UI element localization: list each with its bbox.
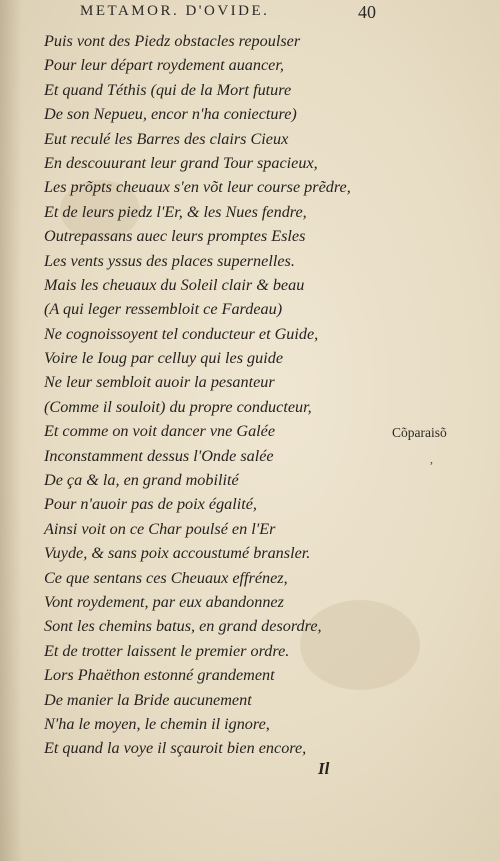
catchword: Il: [318, 759, 330, 778]
verse-block: [44, 29, 351, 761]
page-number: 40: [358, 2, 376, 22]
verse-line: De ça & la, en grand mobilité: [44, 471, 239, 490]
marginal-note: Cõparaisõ: [392, 425, 447, 440]
verse-line: Les prõpts cheuaux s'en võt leur course prẽdre,: [44, 178, 351, 197]
verse-line: Inconstamment dessus l'Onde salée: [44, 446, 274, 465]
verse-line: Outrepassans auec leurs promptes Esles: [44, 227, 306, 246]
verse-line: Et comme on voit dancer vne Galée: [44, 422, 276, 441]
running-title: METAMOR. D'OVIDE.: [80, 3, 270, 19]
verse-line: Lors Phaëthon estonné grandement: [44, 666, 275, 685]
verse-line: Sont les chemins batus, en grand desordre,: [44, 617, 322, 636]
gutter-shadow: [0, 0, 22, 861]
verse-line: En descouurant leur grand Tour spacieux,: [44, 153, 318, 172]
verse-line: Eut reculé les Barres des clairs Cieux: [44, 129, 289, 148]
verse-line: De manier la Bride aucunement: [44, 690, 252, 709]
verse-line: Ne cognoissoyent tel conducteur et Guide,: [44, 324, 319, 343]
verse-line: Et de trotter laissent le premier ordre.: [44, 641, 290, 660]
marginal-mark: ,: [430, 452, 433, 466]
verse-line: Les vents yssus des places supernelles.: [44, 251, 295, 270]
verse-line: N'ha le moyen, le chemin il ignore,: [44, 714, 270, 733]
verse-line: (A qui leger ressembloit ce Fardeau): [44, 300, 283, 319]
verse-line: Et quand la voye il sçauroit bien encore,: [44, 739, 307, 758]
verse-line: Pour n'auoir pas de poix égalité,: [44, 495, 257, 514]
verse-line: Vuyde, & sans poix accoustumé bransler.: [44, 544, 311, 563]
verse-line: (Comme il souloit) du propre conducteur,: [44, 397, 312, 416]
verse-line: Voire le Ioug par celluy qui les guide: [44, 349, 284, 368]
verse-line: Ne leur sembloit auoir la pesanteur: [44, 373, 275, 392]
verse-line: Puis vont des Piedz obstacles repoulser: [44, 32, 301, 50]
verse-line: Vont roydement, par eux abandonnez: [44, 592, 284, 611]
verse-line: Et quand Téthis (qui de la Mort future: [44, 80, 292, 99]
verse-line: Et de leurs piedz l'Er, & les Nues fendre,: [44, 202, 307, 221]
verse-line: Pour leur départ roydement auancer,: [44, 56, 284, 75]
verse-line: Ainsi voit on ce Char poulsé en l'Er: [44, 519, 276, 538]
verse-line: Mais les cheuaux du Soleil clair & beau: [44, 275, 305, 294]
verse-line: Ce que sentans ces Cheuaux effrénez,: [44, 568, 288, 587]
verse-line: De son Nepueu, encor n'ha coniecture): [44, 105, 297, 124]
